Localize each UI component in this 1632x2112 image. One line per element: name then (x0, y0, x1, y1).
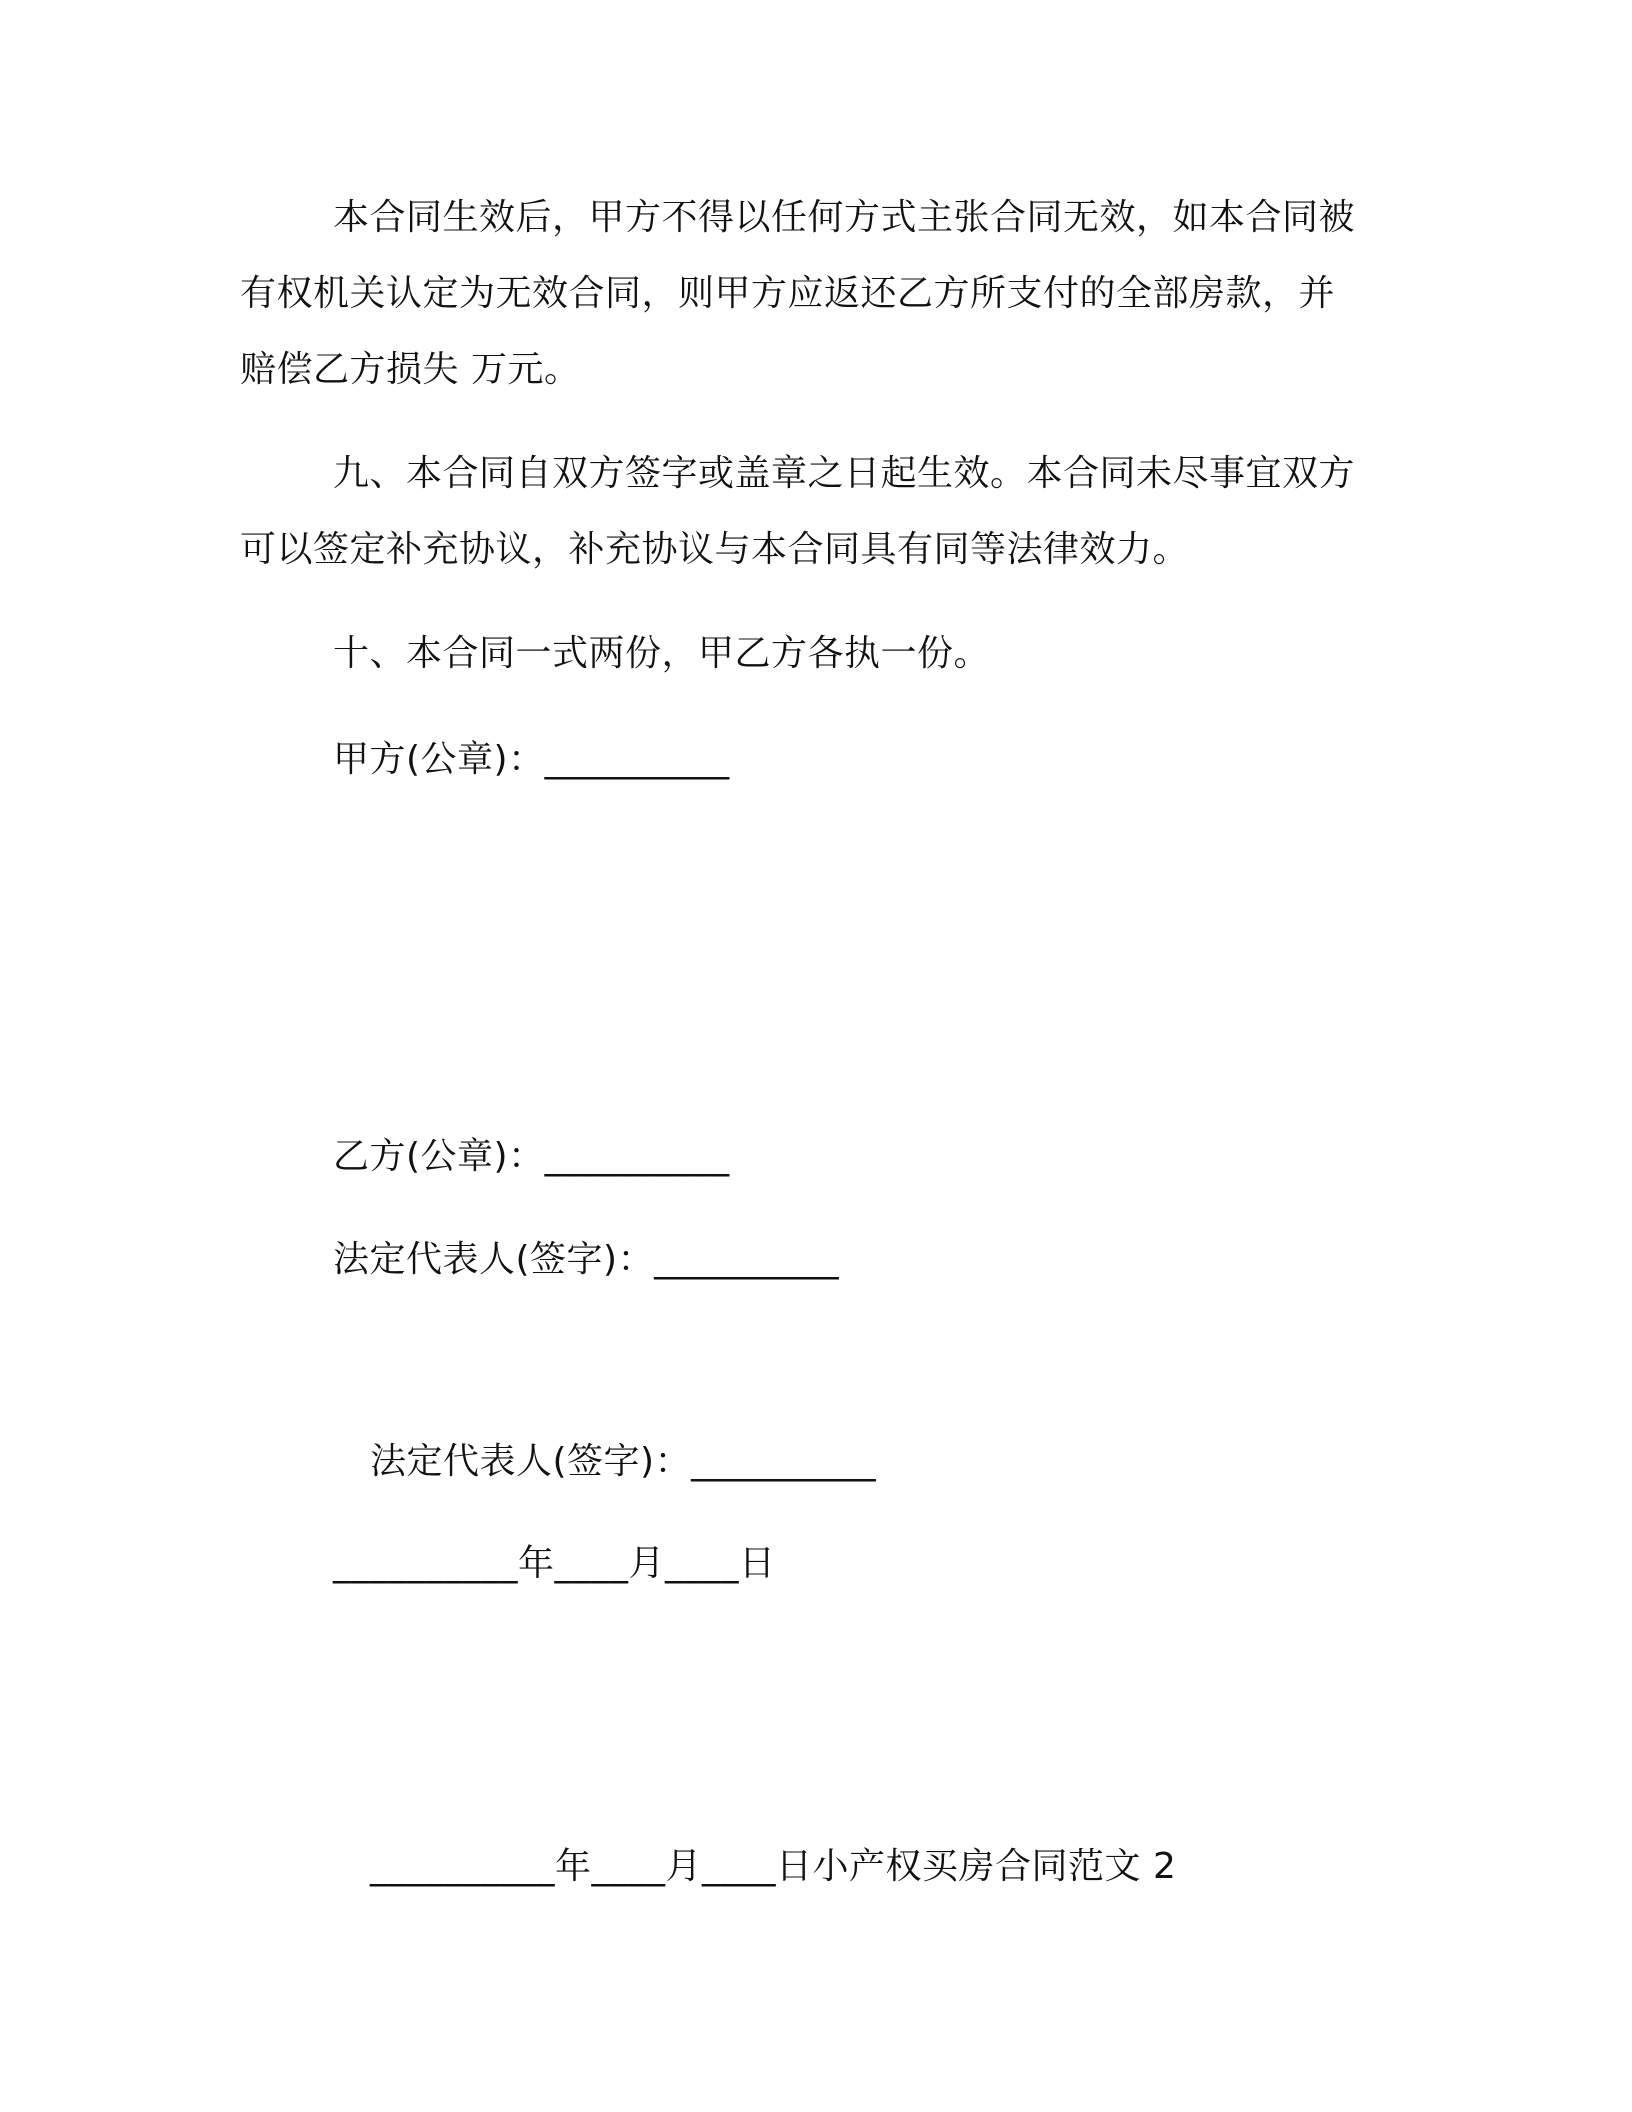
clause-10: 十、本合同一式两份，甲乙方各执一份。 (333, 633, 991, 674)
clause-8-continuation-line-1: 本合同生效后，甲方不得以任何方式主张合同无效，如本合同被 (333, 197, 1356, 238)
party-a-seal-field: 甲方(公章)：__________ (333, 739, 730, 780)
legal-representative-signature-field: 法定代表人(签字)：__________ (333, 1239, 840, 1280)
clause-9-line-1: 九、本合同自双方签字或盖章之日起生效。本合同未尽事宜双方 (333, 453, 1356, 494)
clause-9-line-2: 可以签定补充协议，补充协议与本合同具有同等法律效力。 (240, 529, 1190, 570)
date-field-with-next-title: __________年____月____日小产权买房合同范文 2 (370, 1846, 1177, 1887)
legal-representative-signature-field-2: 法定代表人(签字)：__________ (370, 1441, 877, 1482)
clause-8-continuation-line-2: 有权机关认定为无效合同，则甲方应返还乙方所支付的全部房款，并 (240, 273, 1336, 314)
clause-8-continuation-line-3: 赔偿乙方损失 万元。 (240, 349, 581, 390)
party-b-seal-field: 乙方(公章)：__________ (333, 1136, 730, 1177)
date-field: __________年____月____日 (333, 1543, 776, 1584)
